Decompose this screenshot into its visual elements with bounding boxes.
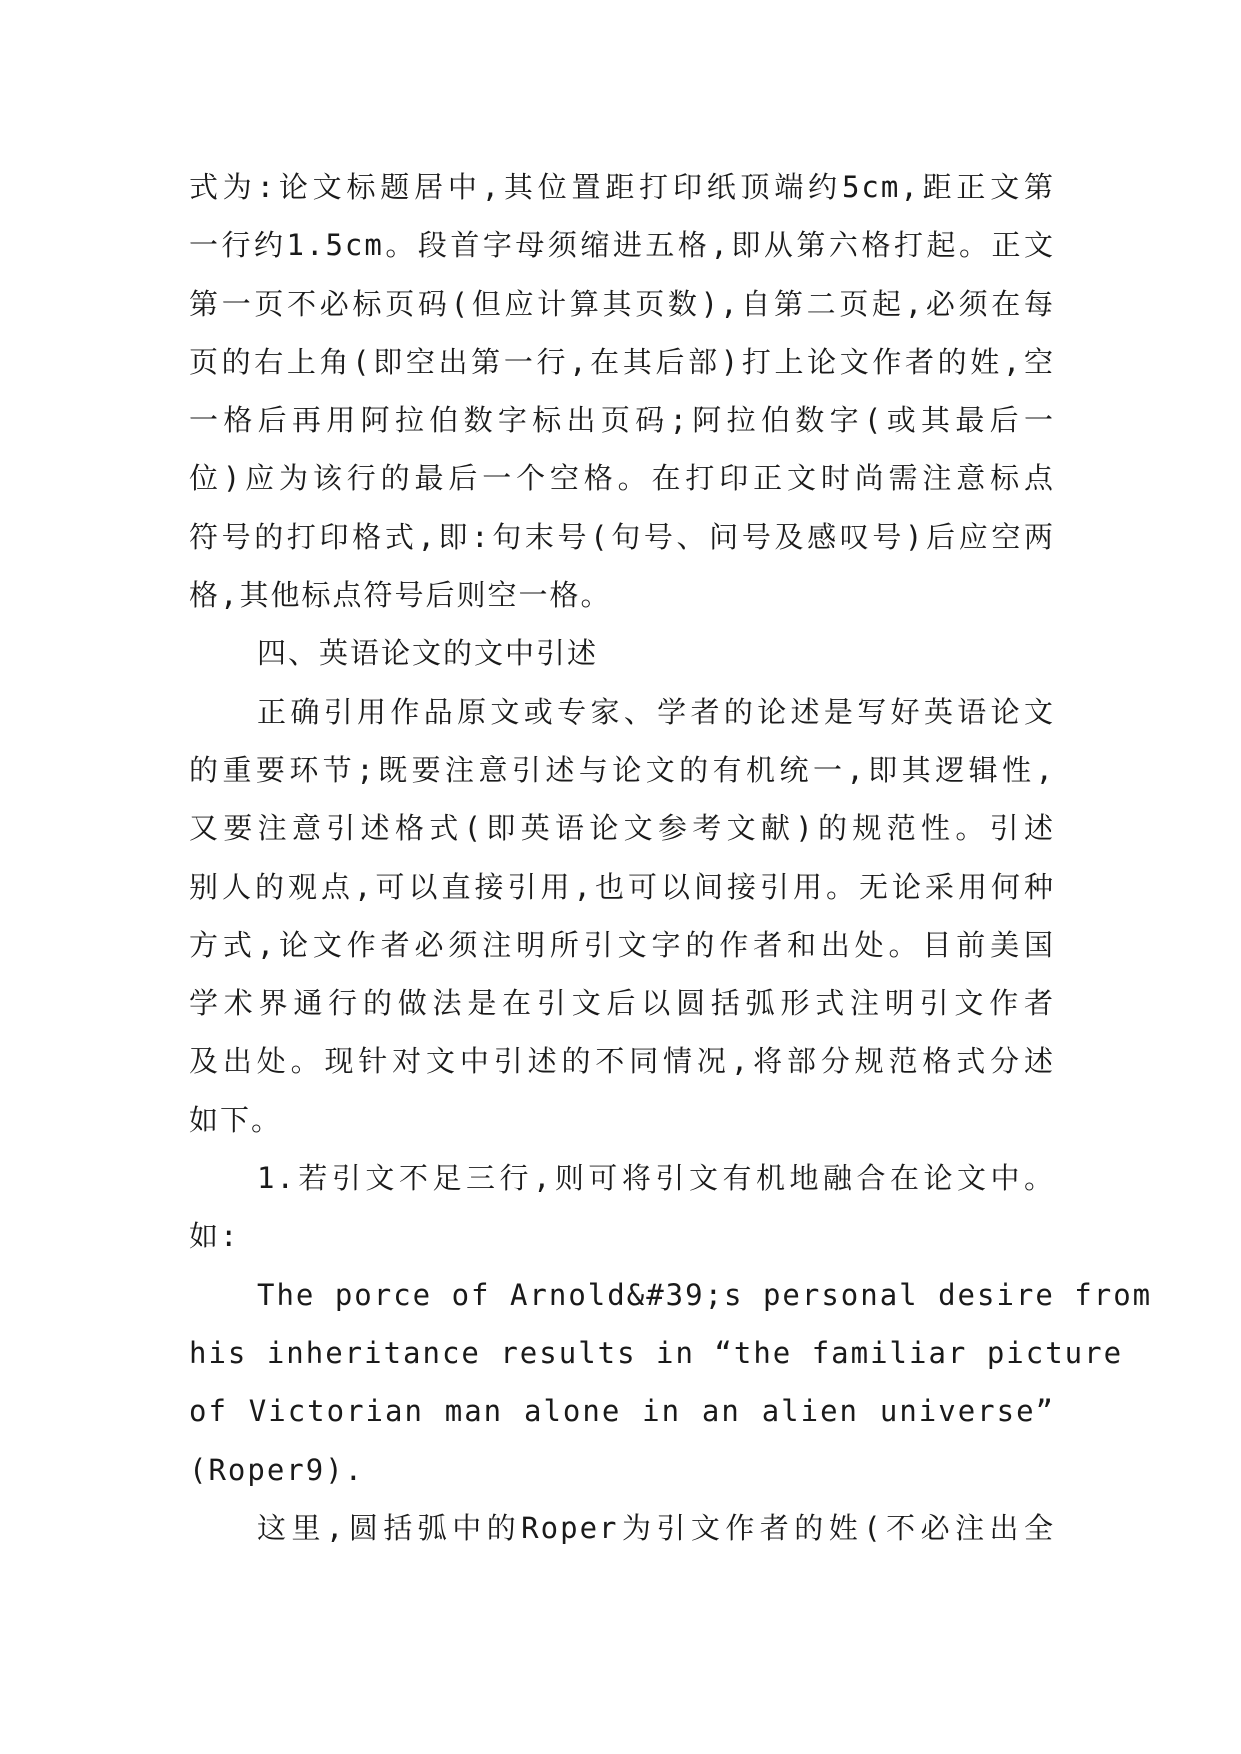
paragraph-line: 第一页不必标页码(但应计算其页数),自第二页起,必须在每: [189, 286, 1055, 321]
paragraph-line: 别人的观点,可以直接引用,也可以间接引用。无论采用何种: [189, 869, 1055, 904]
quotation-citation: (Roper9).: [189, 1452, 365, 1487]
paragraph-line: 页的右上角(即空出第一行,在其后部)打上论文作者的姓,空: [189, 344, 1055, 379]
paragraph-line: 又要注意引述格式(即英语论文参考文献)的规范性。引述: [189, 811, 1055, 846]
paragraph-line: 式为:论文标题居中,其位置距打印纸顶端约5cm,距正文第: [189, 170, 1055, 204]
paragraph-line: 位)应为该行的最后一个空格。在打印正文时尚需注意标点: [189, 461, 1055, 496]
paragraph-line: 及出处。现针对文中引述的不同情况,将部分规范格式分述: [189, 1044, 1055, 1079]
paragraph-line: 如下。: [189, 1102, 283, 1137]
list-item-line: 1.若引文不足三行,则可将引文有机地融合在论文中。: [257, 1161, 1055, 1196]
paragraph-line: 一行约1.5cm。段首字母须缩进五格,即从第六格打起。正文: [189, 228, 1055, 263]
list-item-line: 如:: [189, 1219, 240, 1254]
paragraph-line: 正确引用作品原文或专家、学者的论述是写好英语论文: [257, 694, 1055, 729]
paragraph-line: 符号的打印格式,即:句末号(句号、问号及感叹号)后应空两: [189, 519, 1055, 554]
paragraph-line: 的重要环节;既要注意引述与论文的有机统一,即其逻辑性,: [189, 752, 1055, 787]
paragraph-line: 学术界通行的做法是在引文后以圆括弧形式注明引文作者: [189, 986, 1055, 1021]
section-heading: 四、英语论文的文中引述: [257, 636, 599, 671]
quotation-line: his inheritance results in “the familiar picture: [189, 1335, 1124, 1370]
paragraph-line: 格,其他标点符号后则空一格。: [189, 578, 612, 613]
paragraph-line: 方式,论文作者必须注明所引文字的作者和出处。目前美国: [189, 927, 1055, 962]
quotation-line: of Victorian man alone in an alien universe”: [189, 1394, 1055, 1429]
body-text: [189, 158, 1153, 1557]
paragraph-line: 一格后再用阿拉伯数字标出页码;阿拉伯数字(或其最后一: [189, 403, 1055, 438]
paragraph-line: 这里,圆括弧中的Roper为引文作者的姓(不必注出全: [257, 1510, 1055, 1545]
quotation-line: The porce of Arnold&#39;s personal desire from: [257, 1277, 1153, 1312]
